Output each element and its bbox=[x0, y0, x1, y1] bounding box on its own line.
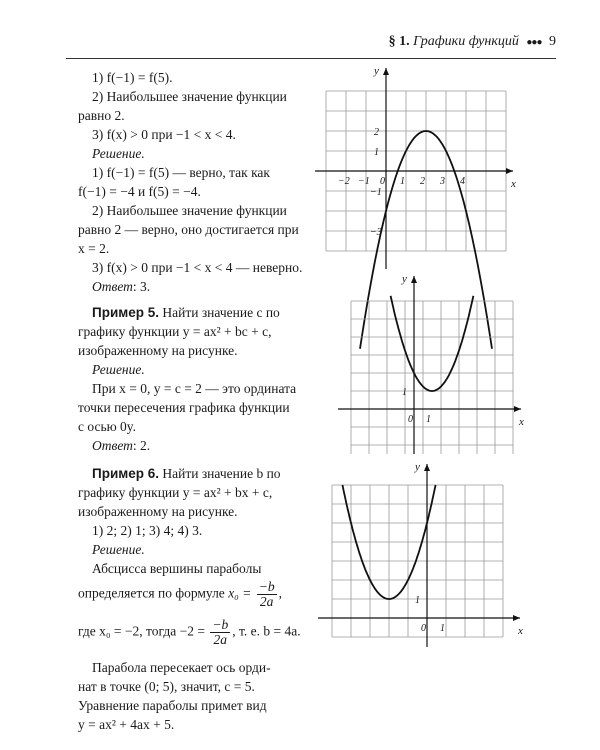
text-line: 2) Наибольшее значение функции bbox=[92, 203, 287, 218]
graph-3-grid bbox=[332, 485, 503, 637]
text-line: При x = 0, y = c = 2 — это ордината bbox=[92, 381, 297, 396]
graph-1 bbox=[315, 64, 525, 274]
x-axis-label: x bbox=[511, 178, 516, 190]
text-line: Найти значение b по bbox=[162, 466, 281, 481]
x-tick-label: 0 bbox=[421, 623, 426, 634]
graph-2-grid bbox=[351, 301, 513, 454]
x-tick-label: 0 bbox=[408, 414, 413, 425]
y-axis-label: y bbox=[374, 65, 379, 77]
fraction-numerator: −b bbox=[212, 617, 229, 632]
text-line: точки пересечения графика функции bbox=[78, 400, 290, 415]
example-5-heading bbox=[92, 305, 280, 321]
fraction-denominator: 2a bbox=[213, 632, 228, 647]
answer-line bbox=[92, 279, 150, 295]
text-line: с осью 0y. bbox=[78, 419, 137, 434]
x-tick-label: 1 bbox=[440, 623, 445, 634]
fraction bbox=[257, 580, 277, 609]
text-line: где x₀ = −2, тогда −2 = bbox=[78, 623, 205, 639]
x-axis-arrow-icon bbox=[513, 615, 520, 621]
x-axis-arrow-icon bbox=[514, 406, 521, 412]
answer-label: Ответ bbox=[92, 438, 133, 453]
text-line: Уравнение параболы примет вид bbox=[78, 698, 267, 713]
graph-3 bbox=[318, 460, 528, 650]
y-tick-label: −3 bbox=[370, 227, 382, 238]
fraction bbox=[210, 618, 230, 647]
answer-value: : 3. bbox=[132, 279, 151, 294]
y-tick-label: 2 bbox=[374, 127, 379, 138]
x-tick-label: 2 bbox=[420, 176, 425, 187]
x-tick-label: 1 bbox=[400, 176, 405, 187]
formula-end: , bbox=[278, 585, 282, 601]
text-line: Решение. bbox=[92, 542, 145, 557]
text-line: Решение. bbox=[92, 146, 145, 161]
x-tick-label: −1 bbox=[358, 176, 370, 187]
x-axis-label: x bbox=[519, 416, 524, 428]
text-line: 2) Наибольшее значение функции bbox=[92, 89, 287, 104]
text-line: Найти значение c по bbox=[162, 305, 280, 320]
parabola-curve bbox=[391, 296, 474, 391]
example-6-title: Пример 6. bbox=[92, 466, 159, 481]
text-line: 3) f(x) > 0 при −1 < x < 4. bbox=[92, 127, 236, 142]
text-line: равно 2 — верно, оно достигается при bbox=[78, 222, 299, 237]
text-line: y = ax² + 4ax + 5. bbox=[78, 717, 175, 732]
y-tick-label: 1 bbox=[415, 595, 420, 606]
header-rule bbox=[66, 58, 556, 59]
text-line: 3) f(x) > 0 при −1 < x < 4 — неверно. bbox=[92, 260, 303, 275]
y-axis-label: y bbox=[402, 273, 407, 285]
y-axis-arrow-icon bbox=[383, 68, 389, 75]
formula-x0: x₀ = bbox=[228, 585, 252, 601]
y-axis-label: y bbox=[415, 461, 420, 473]
x-tick-label: 4 bbox=[460, 176, 465, 187]
formula-line bbox=[78, 618, 301, 647]
x-axis-arrow-icon bbox=[506, 168, 513, 174]
page-number: 9 bbox=[549, 34, 556, 49]
text-line: изображенному на рисунке. bbox=[78, 343, 238, 358]
text-line: Решение. bbox=[92, 362, 145, 377]
text-line: Абсцисса вершины параболы bbox=[92, 561, 262, 576]
answer-label: Ответ bbox=[92, 279, 133, 294]
text-line: нат в точке (0; 5), значит, c = 5. bbox=[78, 679, 255, 694]
section-title: Графики функций bbox=[413, 34, 519, 49]
y-axis-arrow-icon bbox=[424, 464, 430, 471]
y-tick-label: 1 bbox=[402, 387, 407, 398]
x-tick-label: −2 bbox=[338, 176, 350, 187]
y-tick-label: −1 bbox=[370, 187, 382, 198]
text-line: 1) f(−1) = f(5). bbox=[92, 70, 173, 85]
example-5-title: Пример 5. bbox=[92, 305, 159, 320]
fraction-denominator: 2a bbox=[259, 594, 274, 609]
dots-icon: ●●● bbox=[526, 37, 542, 48]
text-line: графику функции y = ax² + bx + c, bbox=[78, 485, 273, 500]
text-line: равно 2. bbox=[78, 108, 125, 123]
text-line: Парабола пересекает ось орди- bbox=[92, 660, 271, 675]
example-6-heading bbox=[92, 466, 281, 482]
fraction-numerator: −b bbox=[258, 579, 275, 594]
answer-options: 1) 2; 2) 1; 3) 4; 4) 3. bbox=[92, 523, 203, 538]
x-tick-label: 0 bbox=[380, 176, 385, 187]
text-line: , т. е. b = 4a. bbox=[232, 623, 301, 639]
text-line: изображенному на рисунке. bbox=[78, 504, 238, 519]
x-axis-label: x bbox=[518, 625, 523, 637]
answer-line bbox=[92, 438, 150, 454]
section-number: § 1. bbox=[388, 34, 410, 49]
text-line: графику функции y = ax² + bc + c, bbox=[78, 324, 272, 339]
graph-2 bbox=[335, 273, 525, 456]
text-line: x = 2. bbox=[78, 241, 110, 256]
y-tick-label: 1 bbox=[374, 147, 379, 158]
answer-value: : 2. bbox=[132, 438, 151, 453]
text-line: определяется по формуле bbox=[78, 585, 225, 601]
text-line: f(−1) = −4 и f(5) = −4. bbox=[78, 184, 201, 199]
page-header bbox=[330, 34, 556, 54]
y-axis-arrow-icon bbox=[411, 276, 417, 283]
x-tick-label: 1 bbox=[426, 414, 431, 425]
text-line: 1) f(−1) = f(5) — верно, так как bbox=[92, 165, 270, 180]
x-tick-label: 3 bbox=[440, 176, 445, 187]
formula-line bbox=[78, 580, 282, 609]
